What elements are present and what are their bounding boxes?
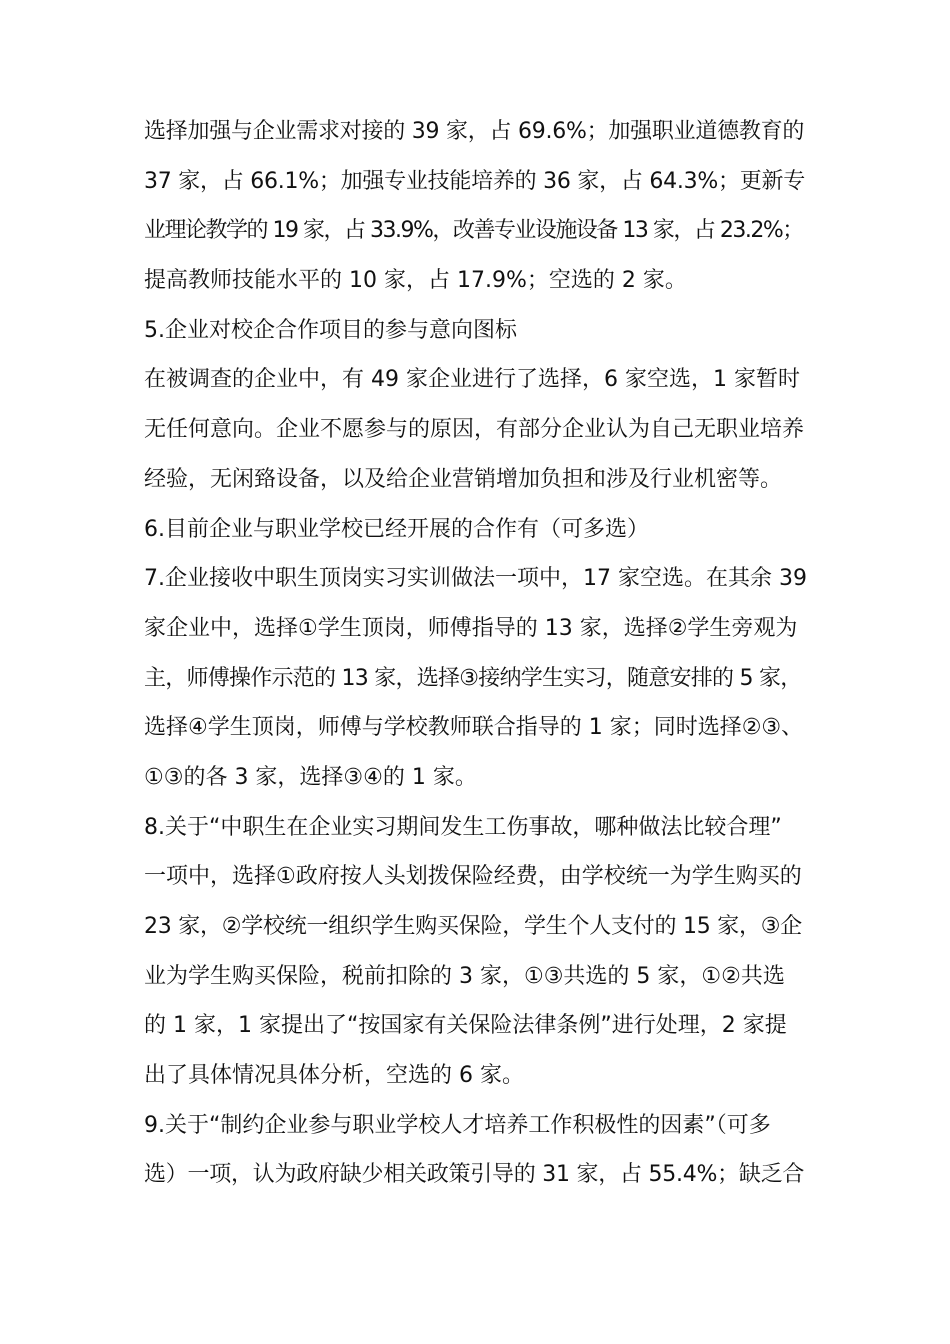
text-line: 7.企业接收中职生顶岗实习实训做法一项中，17 家空选。在其余 39 — [144, 566, 807, 592]
text-line: 在被调查的企业中，有 49 家企业进行了选择，6 家空选，1 家暂时 — [144, 367, 800, 393]
text-line: 业理论教学的 19 家，占 33.9%，改善专业设施设备 13 家，占 23.2%； — [144, 218, 803, 244]
text-line: 23 家，②学校统一组织学生购买保险，学生个人支付的 15 家，③企 — [144, 914, 802, 939]
text-line: 提高教师技能水平的 10 家，占 17.9%；空选的 2 家。 — [144, 268, 687, 294]
text-line: 无任何意向。企业不愿参与的原因，有部分企业认为自己无职业培养 — [144, 417, 805, 443]
text-line: 出了具体情况具体分析，空选的 6 家。 — [144, 1063, 524, 1089]
text-line: 37 家，占 66.1%；加强专业技能培养的 36 家，占 64.3%；更新专 — [144, 168, 805, 194]
section-heading: 5.企业对校企合作项目的参与意向图标 — [144, 317, 517, 343]
text-line: 的 1 家，1 家提出了“按国家有关保险法律条例”进行处理，2 家提 — [144, 1013, 787, 1039]
text-line: 家企业中，选择①学生顶岗，师傅指导的 13 家，选择②学生旁观为 — [144, 615, 798, 641]
document-body — [144, 107, 808, 1200]
text-line: 业为学生购买保险，税前扣除的 3 家，①③共选的 5 家，①②共选 — [144, 963, 785, 989]
text-line: 选择④学生顶岗，师傅与学校教师联合指导的 1 家；同时选择②③、 — [144, 715, 804, 741]
text-line: 9.关于“制约企业参与职业学校人才培养工作积极性的因素”（可多 — [144, 1112, 771, 1138]
text-line: 8.关于“中职生在企业实习期间发生工伤事故，哪种做法比较合理” — [144, 814, 782, 840]
text-line: 选择加强与企业需求对接的 39 家，占 69.6%；加强职业道德教育的 — [144, 119, 805, 144]
text-line: 经验，无闲臵设备，以及给企业营销增加负担和涉及行业机密等。 — [144, 466, 783, 492]
text-line: 主，师傅操作示范的 13 家，选择③接纳学生实习，随意安排的 5 家， — [144, 665, 802, 691]
text-line: ①③的各 3 家，选择③④的 1 家。 — [144, 764, 477, 790]
text-line: 选）一项，认为政府缺少相关政策引导的 31 家，占 55.4%；缺乏合 — [144, 1162, 805, 1188]
section-heading: 6.目前企业与职业学校已经开展的合作有（可多选） — [144, 516, 649, 542]
text-line: 一项中，选择①政府按人头划拨保险经费，由学校统一为学生购买的 — [144, 864, 802, 890]
